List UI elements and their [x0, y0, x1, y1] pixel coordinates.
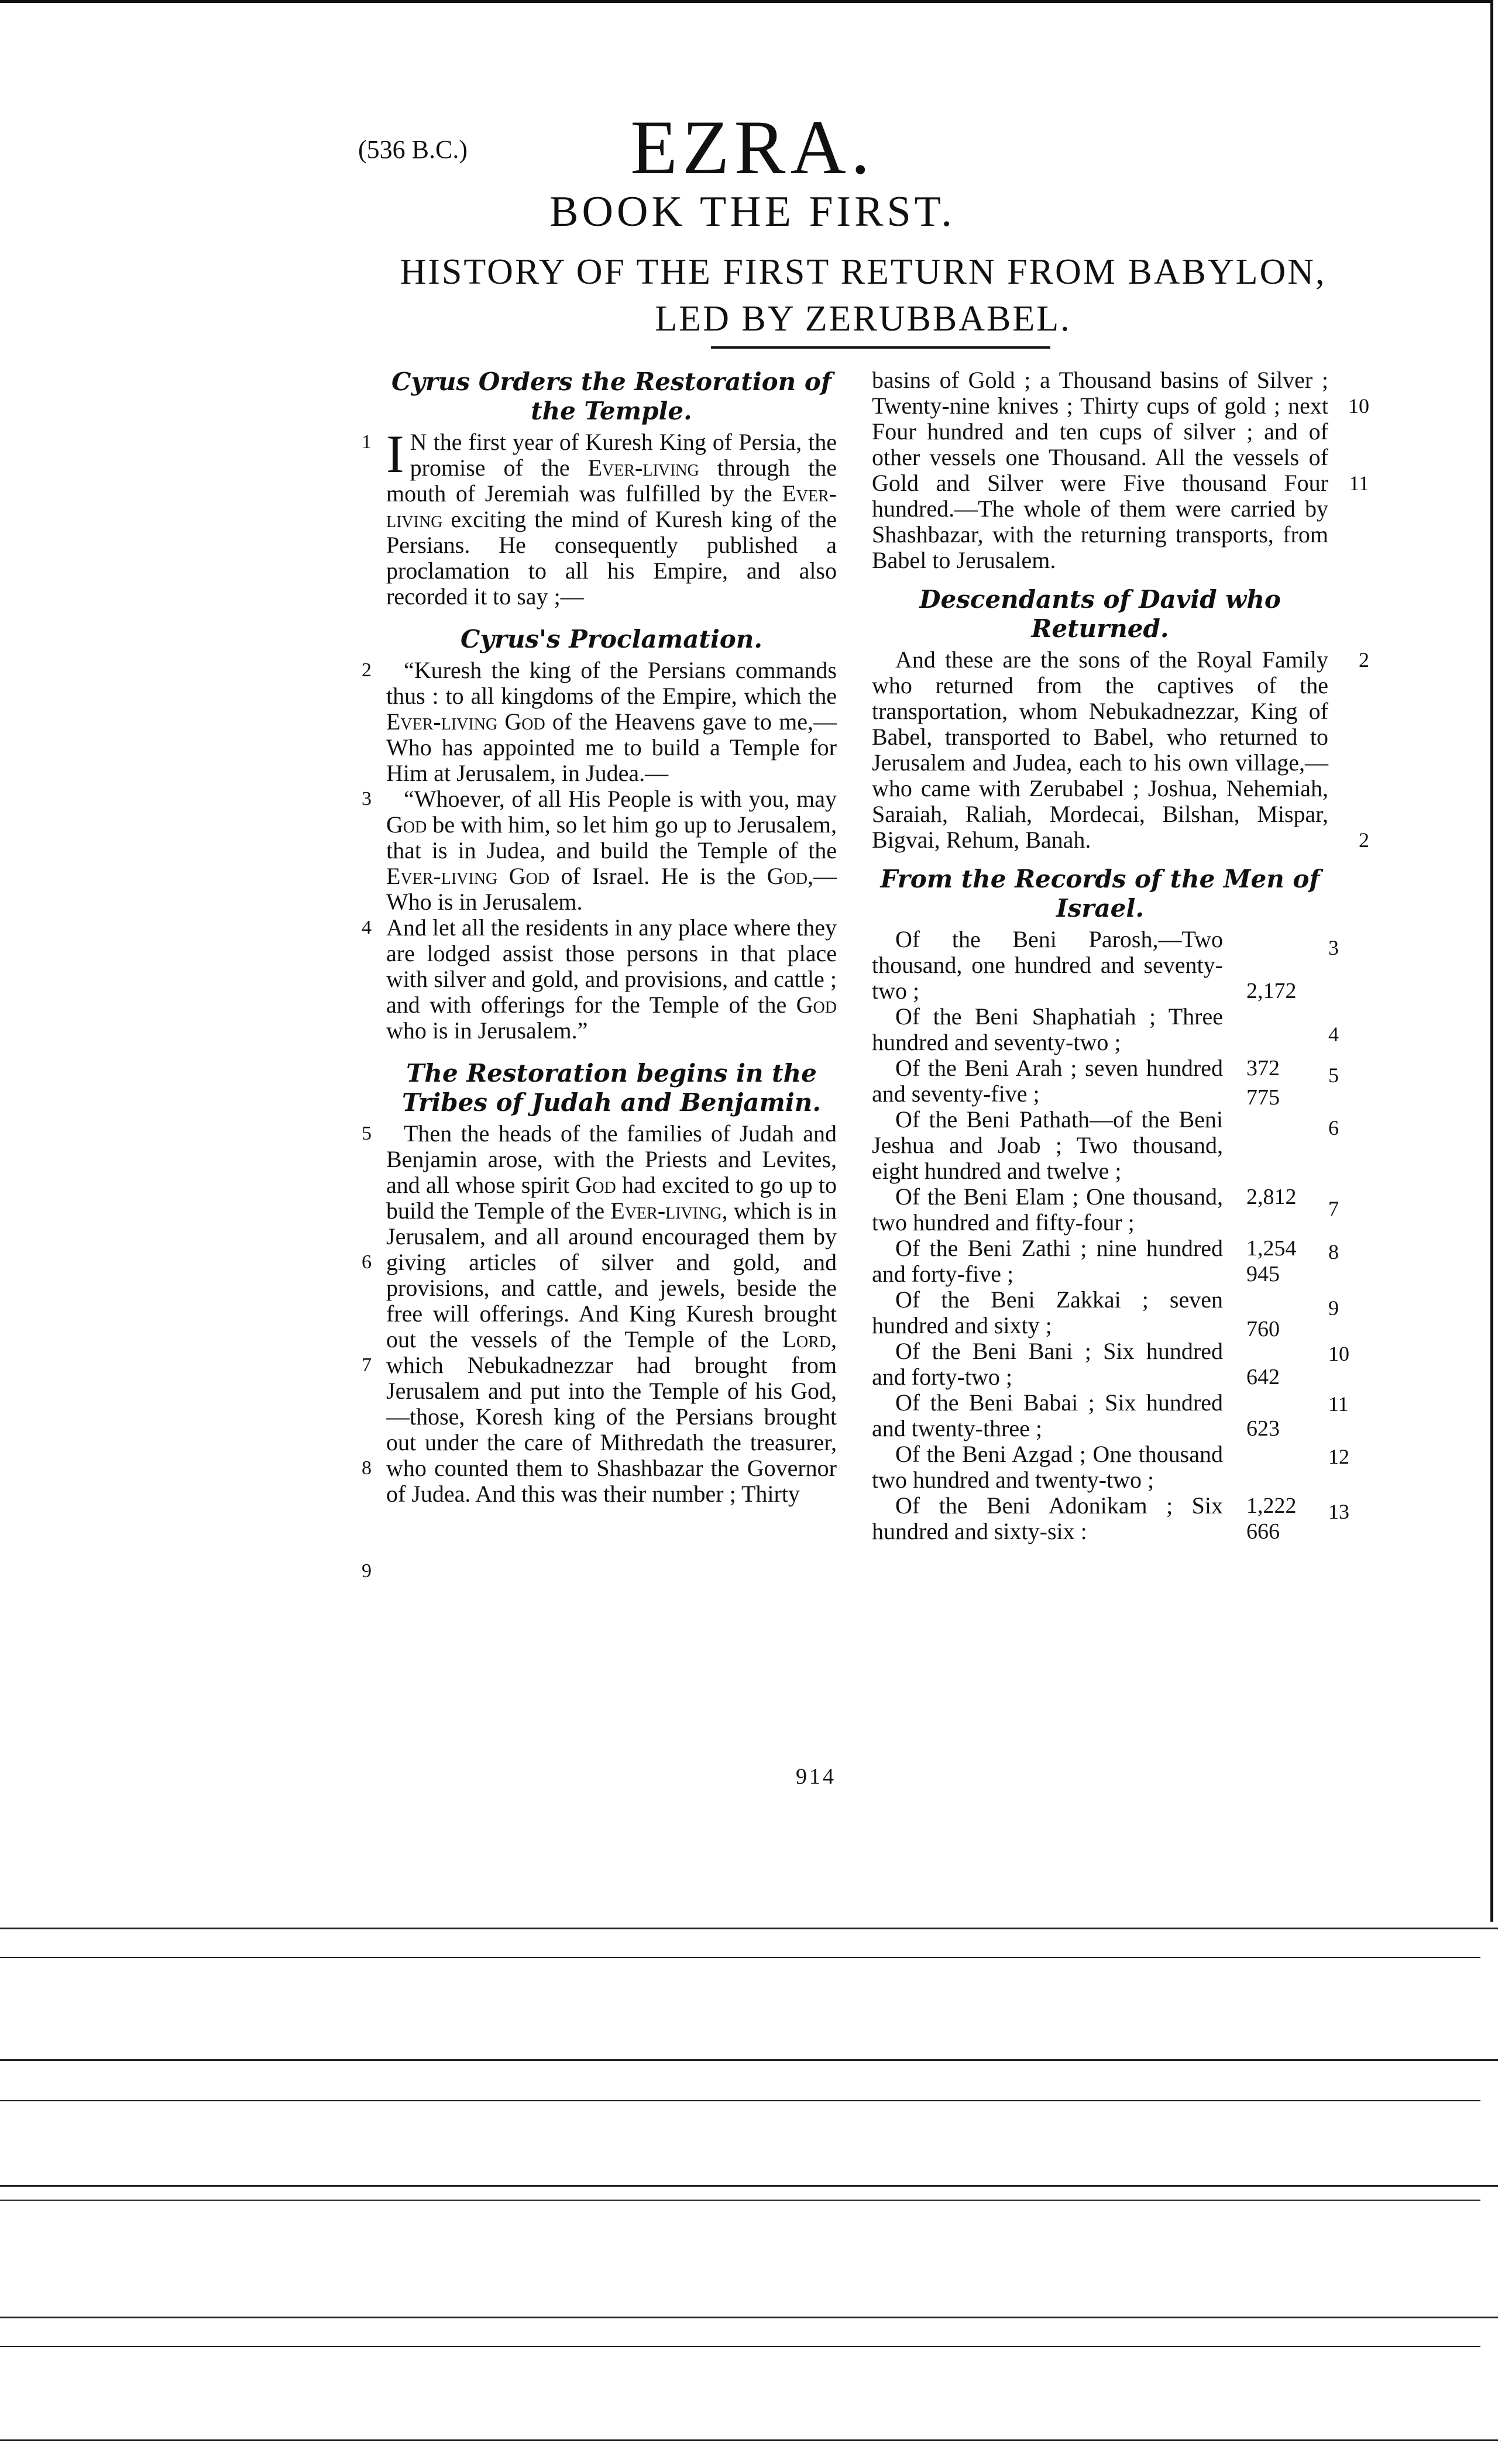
verse-number: 11 [1328, 1392, 1349, 1416]
verse-number: 11 [1349, 472, 1369, 495]
records-list [872, 926, 1349, 1544]
list-item: Of the Beni Parosh,—Two thousand, one hundred and seventy-two ; 2,172 3 [872, 926, 1339, 1004]
record-count: 775 [1246, 1085, 1280, 1110]
section-heading: From the Records of the Men of Israel. [880, 865, 1320, 923]
verse-number: 1 [362, 431, 372, 453]
descendants-paragraph: 2 2 And these are the sons of the Royal Family who returned from the captives of the transportation, whom Nebukadnezzar, King of Babel, transported to Babel, who returned to Jerusalem and Judea, each to his own village,—who came with Zerubabel ; Joshua, Nehemiah, Saraiah, Raliah, Mordecai, Bilshan, Mispar, Bigvai, Rehum, Banah. [872, 646, 1369, 853]
verse-number: 6 [362, 1251, 372, 1273]
verse-number: 9 [1328, 1296, 1339, 1320]
verse-number: 4 [1328, 1023, 1339, 1046]
record-count: 666 [1246, 1519, 1280, 1544]
verse-number: 7 [1328, 1197, 1339, 1220]
left-column [362, 367, 837, 1582]
record-count: 2,172 [1246, 979, 1297, 1003]
scan-line [0, 2200, 1480, 2201]
section-heading: Cyrus Orders the Restoration of the Temple. [391, 367, 831, 425]
verse-4: 4 And let all the residents in any place where they are lodged assist those persons in that place with silver and gold, and provisions, and cattle ; and with offerings for the Temple of the God who is in Jerusalem.” [362, 914, 837, 1044]
verse-number: 10 [1328, 1342, 1349, 1365]
verses-5-9: 5 6 7 8 9 Then the heads of the families of Judah and Benjamin arose, with the Priests and Levites, and all whose spirit God had excited to go up to build the Temple of the Ever-living, which is in Jerusalem, and all around encouraged them by giving articles of silver and gold, and provisions, and cattle, and jewels, beside the free will offerings. And King Kuresh brought out the vessels of the Temple of the Lord, which Nebukadnezzar had brought from Jerusalem and put into the Temple of his God,—those, Koresh king of the Persians brought out under the care of Mithredath the treasurer, who counted them to Shashbazar the Governor of Judea. And this was their number ; Thirty [386, 1121, 837, 1507]
list-item: Of the Beni Zakkai ; seven hundred and sixty ; 760 9 [872, 1286, 1339, 1341]
date-note: (536 B.C.) [358, 135, 468, 164]
drop-cap: I [386, 424, 404, 484]
verse-2: 2 “Kuresh the king of the Persians commands thus : to all kingdoms of the Empire, which the Ever-living God of the Heavens gave to me,—Who has appointed me to build a Temple for Him at Jerusalem, in Judea.— [362, 657, 837, 786]
scan-line [0, 1957, 1480, 1958]
list-item: Of the Beni Arah ; seven hundred and seventy-five ; 775 5 [872, 1055, 1339, 1110]
page-title: EZRA. [630, 104, 875, 190]
verse-number: 2 [362, 659, 372, 681]
verse-number: 13 [1328, 1500, 1349, 1523]
verse-number: 2 [1359, 648, 1369, 672]
record-count: 642 [1246, 1365, 1280, 1389]
section-heading: Descendants of David who Returned. [919, 585, 1281, 643]
verse-number: 3 [1328, 936, 1339, 959]
list-item: Of the Beni Shaphatiah ; Three hundred and seventy-two ; 372 4 [872, 1003, 1339, 1080]
scan-line [0, 1928, 1498, 1929]
list-item: Of the Beni Elam ; One thousand, two hundred and fifty-four ; 1,254 7 [872, 1183, 1339, 1261]
record-count: 2,812 [1246, 1185, 1297, 1209]
verse-number: 7 [362, 1354, 372, 1376]
verse-number: 6 [1328, 1116, 1339, 1140]
verse-1: 1 I N the first year of Kuresh King of Persia, the promise of the Ever-living through the mouth of Jeremiah was fulfilled by the Ever-living exciting the mind of Kuresh king of the Persians. He consequently published a proclamation to all his Empire, and also recorded it to say ;— [362, 424, 837, 610]
record-count: 623 [1246, 1416, 1280, 1441]
book-title: BOOK THE FIRST. [549, 188, 956, 236]
list-item: Of the Beni Zathi ; nine hundred and forty-five ; 945 8 [872, 1235, 1339, 1287]
record-count: 1,222 [1246, 1493, 1297, 1518]
section-heading: Cyrus's Proclamation. [461, 625, 762, 653]
verse-number: 5 [1328, 1064, 1339, 1087]
list-item: Of the Beni Pathath—of the Beni Jeshua and Joab ; Two thousand, eight hundred and twelve ; 2,812 6 [872, 1106, 1339, 1209]
verse-number: 12 [1328, 1445, 1349, 1468]
section-heading: The Restoration begins in the Tribes of Judah and Benjamin. [402, 1059, 821, 1117]
verse-number: 8 [362, 1457, 372, 1479]
scan-line [0, 2185, 1498, 2187]
verse-number: 8 [1328, 1240, 1339, 1264]
verse-3: 3 “Whoever, of all His People is with you, may God be with him, so let him go up to Jerusalem, that is in Judea, and build the Temple of the Ever-living God of Israel. He is the God,—Who is in Jerusalem. [362, 786, 837, 915]
history-subtitle [351, 249, 1375, 342]
right-column [872, 367, 1369, 1544]
page-number: 914 [796, 1764, 836, 1789]
scan-line [0, 2439, 1498, 2441]
scan-line [0, 2346, 1480, 2347]
list-item: Of the Beni Babai ; Six hundred and twenty-three ; 623 11 [872, 1389, 1349, 1441]
list-item: Of the Beni Azgad ; One thousand two hundred and twenty-two ; 1,222 12 [872, 1441, 1349, 1518]
list-item: Of the Beni Adonikam ; Six hundred and sixty-six : 666 13 [872, 1492, 1349, 1544]
record-count: 372 [1246, 1056, 1280, 1080]
verses-10-11: 10 11 basins of Gold ; a Thousand basins of Silver ; Twenty-nine knives ; Thirty cups of gold ; next Four hundred and ten cups of silver ; and of other vessels one Thousand. All the vessels of Gold and Silver were Five thousand Four hundred.—The whole of them were carried by Shashbazar, with the returning transports, from Babel to Jerusalem. [872, 367, 1369, 573]
verse-number: 10 [1348, 394, 1369, 418]
verse-number: 5 [362, 1123, 372, 1144]
verse-number: 3 [362, 788, 372, 810]
scan-line [0, 2100, 1480, 2101]
verse-number: 4 [362, 917, 372, 938]
record-count: 760 [1246, 1317, 1280, 1341]
verse-number: 2 [1359, 828, 1369, 852]
history-line-2: LED BY ZERUBBABEL. [655, 299, 1071, 339]
verse-number: 9 [362, 1560, 372, 1582]
title-rule [711, 346, 1050, 349]
scan-line [0, 2059, 1498, 2061]
record-count: 945 [1246, 1262, 1280, 1286]
history-line-1: HISTORY OF THE FIRST RETURN FROM BABYLON, [400, 252, 1327, 292]
list-item: Of the Beni Bani ; Six hundred and forty-two ; 642 10 [872, 1338, 1349, 1390]
record-count: 1,254 [1246, 1236, 1297, 1261]
scan-line [0, 2317, 1498, 2318]
